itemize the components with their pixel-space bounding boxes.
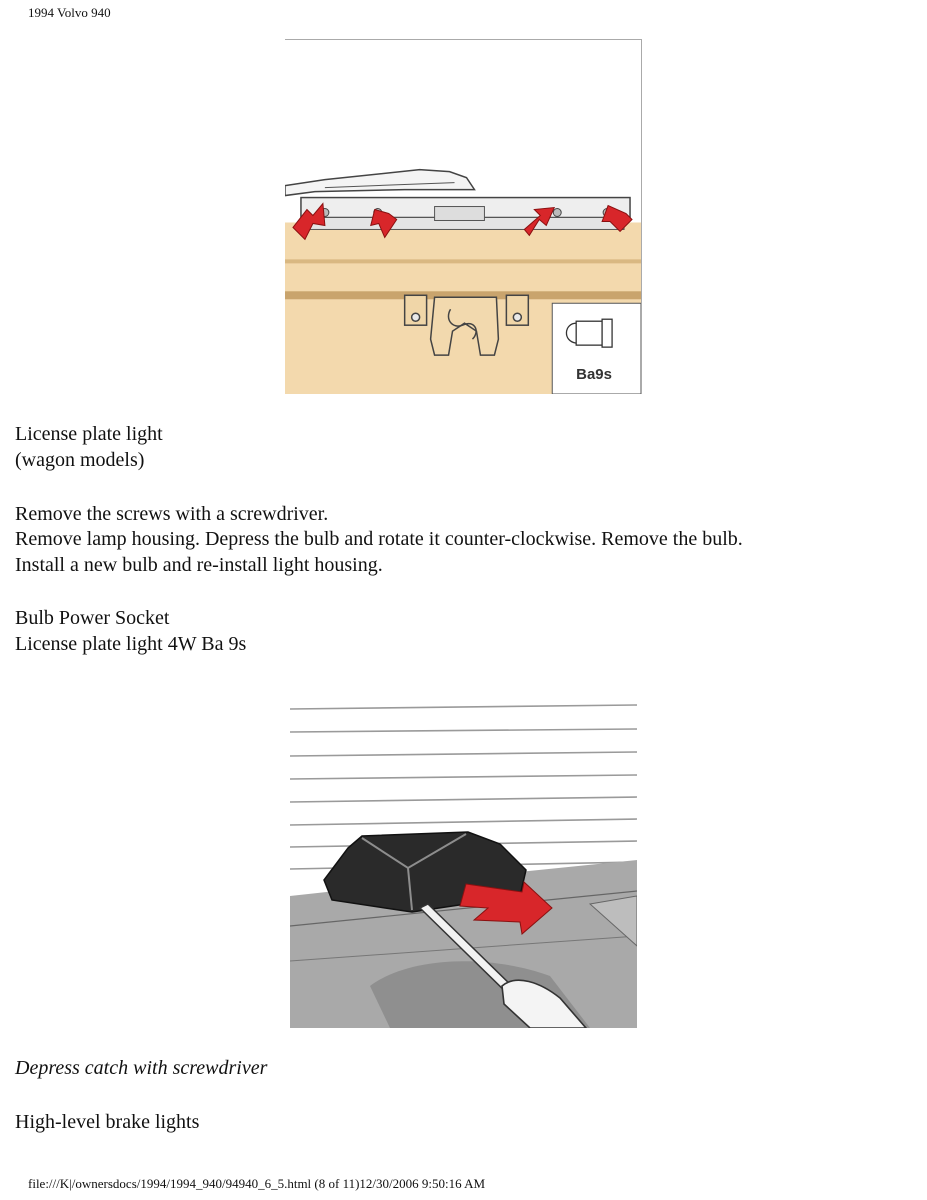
license-plate-light-illustration — [285, 39, 642, 394]
instruction-line: Remove the screws with a screwdriver. — [15, 503, 329, 525]
brake-light-drawing — [290, 686, 637, 1028]
section-title: License plate light — [15, 423, 163, 445]
document-header: 1994 Volvo 940 — [28, 5, 111, 20]
instruction-line: Install a new bulb and re-install light housing. — [15, 554, 383, 576]
license-plate-light-drawing — [285, 40, 641, 394]
instruction-line: Remove lamp housing. Depress the bulb and rotate it counter-clockwise. Remove the bulb. — [15, 528, 743, 550]
section-title: High-level brake lights — [15, 1111, 200, 1133]
document-footer: file:///K|/ownersdocs/1994/1994_940/94940_6_5.html (8 of 11)12/30/2006 9:50:16 AM — [28, 1176, 486, 1191]
figure-caption: Depress catch with screwdriver — [15, 1057, 268, 1079]
bulb-table-row: License plate light 4W Ba 9s — [15, 633, 247, 655]
bulb-type-label: Ba9s — [576, 366, 612, 384]
brake-light-illustration — [290, 686, 637, 1028]
bulb-table-header: Bulb Power Socket — [15, 607, 170, 629]
section-subtitle: (wagon models) — [15, 449, 145, 471]
